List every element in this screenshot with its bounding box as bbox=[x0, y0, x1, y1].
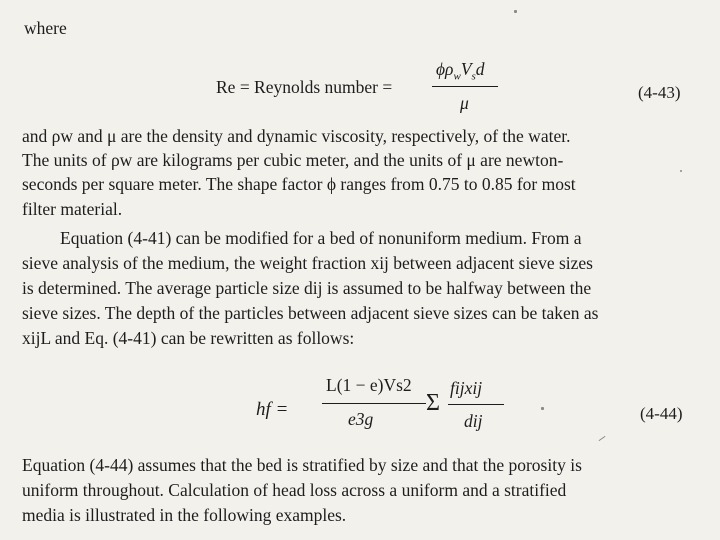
para2-line-4: sieve sizes. The depth of the particles between adjacent sieve sizes can be taken as bbox=[22, 303, 599, 323]
para2-line-2: sieve analysis of the medium, the weight fraction xij between adjacent sieve sizes bbox=[22, 253, 593, 273]
eq444-sum-fraction-bar bbox=[448, 404, 504, 405]
para3-line-2: uniform throughout. Calculation of head loss across a uniform and a stratified bbox=[22, 480, 567, 500]
eq444-lhs: hf = bbox=[256, 399, 289, 420]
eq444-fraction-bar bbox=[322, 403, 426, 404]
para2-line-5: xijL and Eq. (4-41) can be rewritten as follows: bbox=[22, 328, 355, 348]
eq444-sum-denominator: dij bbox=[464, 411, 483, 431]
eq444-numerator: L(1 − e)Vs2 bbox=[326, 375, 412, 395]
intro-word: where bbox=[24, 18, 67, 38]
eq443-lhs: Re = Reynolds number = bbox=[216, 77, 393, 97]
para1-line-1: and ρw and μ are the density and dynamic viscosity, respectively, of the water. bbox=[22, 126, 571, 146]
para2-line-1: Equation (4-41) can be modified for a bed of nonuniform medium. From a bbox=[60, 228, 582, 248]
scan-speck bbox=[541, 407, 544, 410]
eq444-sum-numerator: fijxij bbox=[450, 378, 483, 398]
eq443-denominator: μ bbox=[460, 93, 469, 113]
eq444-sum-sign: Σ bbox=[426, 390, 440, 416]
eq443-fraction-bar bbox=[432, 86, 498, 87]
para1-line-2: The units of ρw are kilograms per cubic meter, and the units of μ are newton- bbox=[22, 150, 564, 170]
eq444-number: (4-44) bbox=[640, 404, 683, 423]
scan-speck bbox=[514, 10, 517, 13]
para3-line-3: media is illustrated in the following examples. bbox=[22, 505, 347, 525]
eq443-number: (4-43) bbox=[638, 83, 681, 102]
para3-line-1: Equation (4-44) assumes that the bed is stratified by size and that the porosity is bbox=[22, 455, 582, 475]
eq443-numerator: $\phi\rho_wV_sd$ bbox=[436, 59, 485, 83]
para2-line-3: is determined. The average particle size dij is assumed to be halfway between the bbox=[22, 278, 592, 298]
para1-line-3: seconds per square meter. The shape factor ϕ ranges from 0.75 to 0.85 for most bbox=[22, 174, 576, 194]
scan-speck bbox=[598, 436, 605, 441]
eq444-denominator: e3g bbox=[348, 409, 374, 429]
scan-speck bbox=[680, 170, 682, 172]
para1-line-4: filter material. bbox=[22, 199, 123, 219]
